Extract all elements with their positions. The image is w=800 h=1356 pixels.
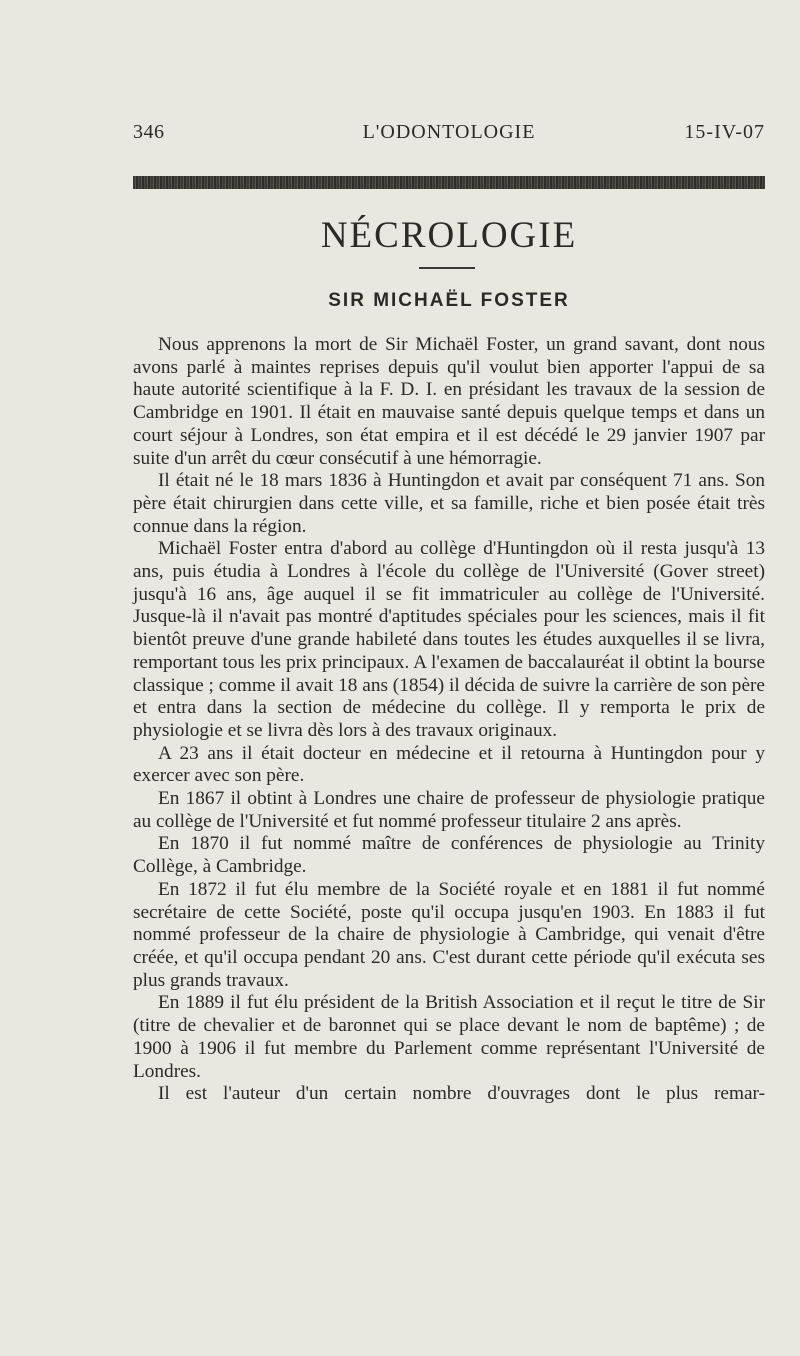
paragraph: A 23 ans il était docteur en médecine et il retourna à Huntingdon pour y exercer avec son père. bbox=[133, 742, 765, 787]
paragraph: En 1867 il obtint à Londres une chaire de professeur de physiologie pratique au collège de l'Université et fut nommé professeur titulaire 2 ans après. bbox=[133, 788, 765, 832]
article-title: SIR MICHAËL FOSTER bbox=[328, 290, 570, 311]
paragraph: Il était né le 18 mars 1836 à Huntingdon et avait par conséquent 71 ans. Son père était chirurgien dans cette ville, et sa famille, riche et bien posée était très connue dans la région. bbox=[133, 470, 765, 537]
paragraph: Il est l'auteur d'un certain nombre d'ouvrages dont le plus remar- bbox=[158, 1083, 765, 1105]
paragraph: Michaël Foster entra d'abord au collège d'Huntingdon où il resta jusqu'à 13 ans, puis étudia à Londres à l'école du collège de l'Université (Gover street) jusqu'à 16 ans, âge auquel il se fit immatriculer au collège de l'Université. Jusque-là il n'avait pas montré d'aptitudes spéciales pour les sciences, mais il fit bientôt preuve d'une grande habileté dans toutes les études auxquelles il se livra, remportant tous les prix principaux. A l'examen de baccalauréat il obtint la bourse classique ; comme il avait 18 ans (1854) il décida de suivre la carrière de son père et entra dans la section de médecine du collège. Il y remporta le prix de physiologie et se livra dès lors à des travaux originaux. bbox=[133, 538, 765, 741]
decorative-band bbox=[133, 176, 765, 189]
issue-date: 15-IV-07 bbox=[684, 121, 765, 143]
paragraph: En 1889 il fut élu président de la British Association et il reçut le titre de Sir (titre de chevalier et de baronnet qui se place devant le nom de baptême) ; de 1900 à 1906 il fut membre du Parlement comme représentant l'Université de Londres. bbox=[133, 992, 765, 1082]
article-body bbox=[133, 334, 765, 1106]
paragraph: Nous apprenons la mort de Sir Michaël Foster, un grand savant, dont nous avons parlé à maintes reprises depuis qu'il voulut bien apporter l'appui de sa haute autorité scientifique à la F. D. I. en présidant les travaux de la session de Cambridge en 1901. Il était en mauvaise santé depuis quelque temps et dans un court séjour à Londres, son état empira et il est décédé le 29 janvier 1907 par suite d'un arrêt du cœur consécutif à une hémorragie. bbox=[133, 334, 765, 469]
journal-title: L'ODONTOLOGIE bbox=[362, 121, 536, 143]
running-header bbox=[133, 121, 765, 147]
page-number: 346 bbox=[133, 121, 165, 143]
paragraph: En 1870 il fut nommé maître de conférences de physiologie au Trinity Collège, à Cambridge. bbox=[133, 833, 765, 878]
section-title: NÉCROLOGIE bbox=[320, 215, 578, 256]
title-rule bbox=[419, 267, 475, 269]
paragraph: En 1872 il fut élu membre de la Société royale et en 1881 il fut nommé secrétaire de cette Société, poste qu'il occupa jusqu'en 1903. En 1883 il fut nommé professeur de la chaire de physiologie à Cambridge, qui venait d'être créée, et qu'il occupa pendant 20 ans. C'est durant cette période qu'il exécuta ses plus grands travaux. bbox=[133, 878, 765, 991]
